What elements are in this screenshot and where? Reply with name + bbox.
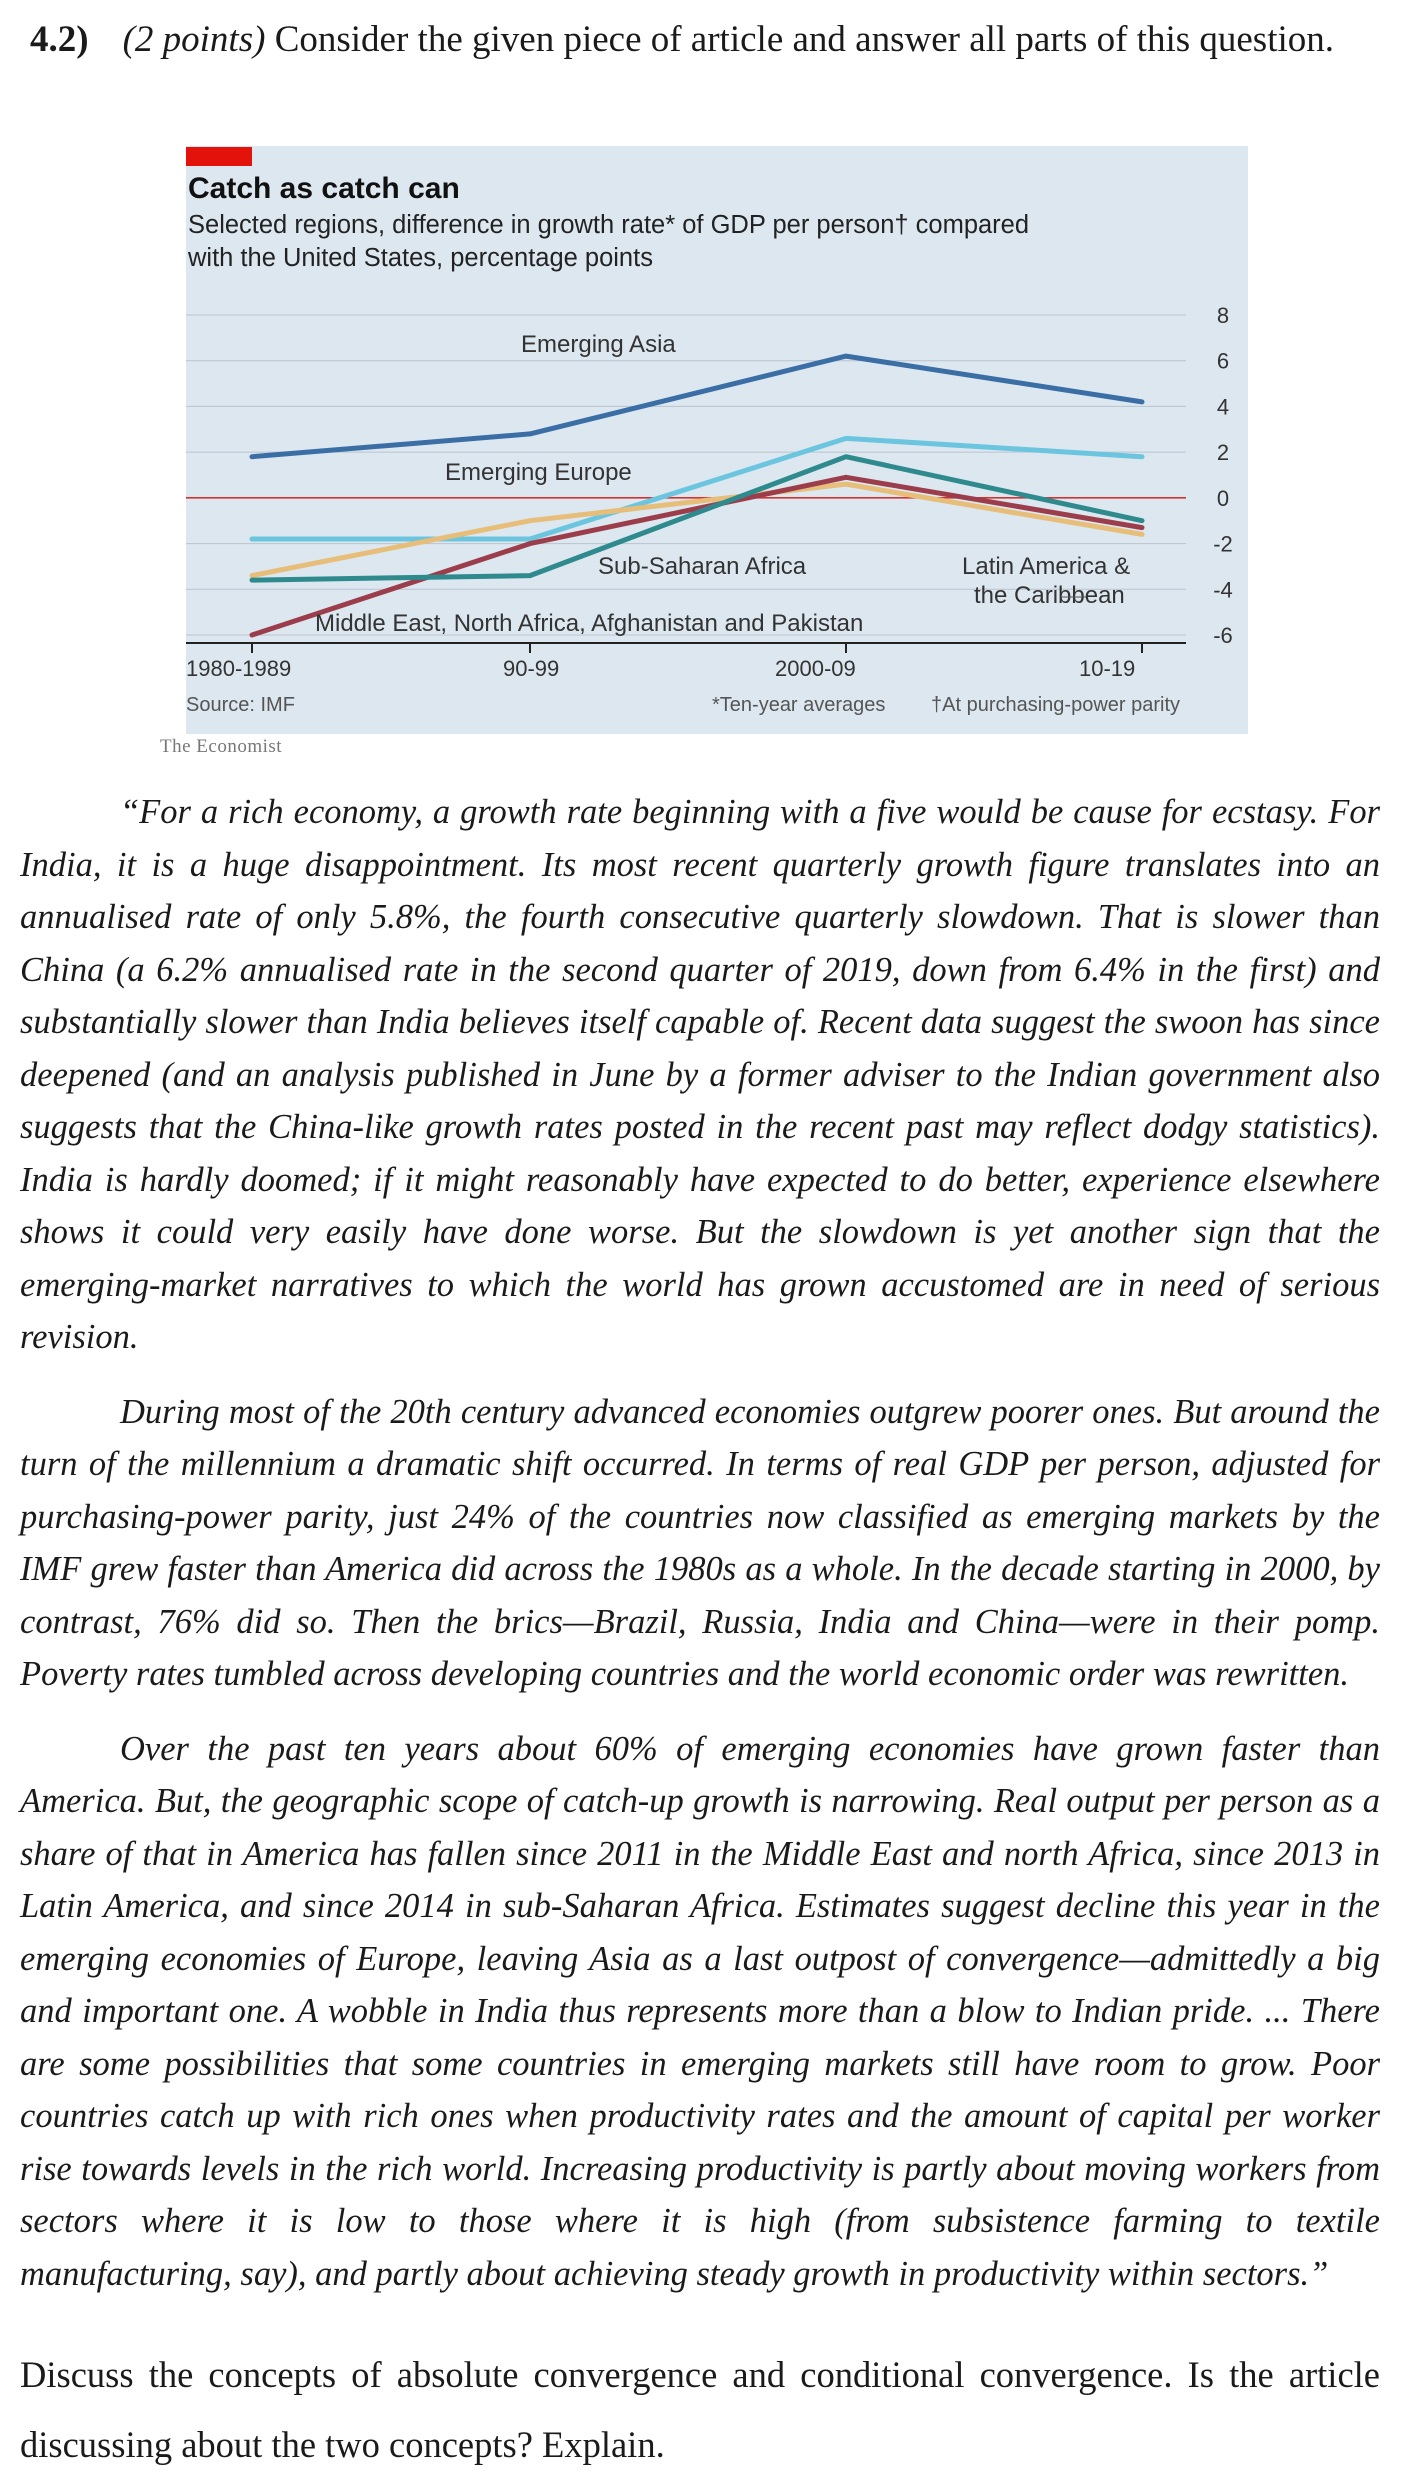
article-excerpt: [20, 786, 1380, 2322]
y-tick-label: 4: [1216, 394, 1230, 420]
x-tick-label-2000s: 2000-09: [775, 656, 856, 681]
economist-chart: [186, 146, 1248, 734]
chart-canvas: [186, 146, 1248, 734]
chart-source: Source: IMF: [186, 694, 295, 716]
y-tick-label: -6: [1213, 623, 1233, 648]
x-tick-label-90s: 90-99: [503, 656, 560, 681]
label-latam-line-1: Latin America &: [962, 553, 1131, 580]
y-tick-label: 6: [1216, 348, 1230, 374]
y-tick-label: -2: [1213, 531, 1233, 557]
label-emerging-asia: Emerging Asia: [521, 331, 676, 358]
article-paragraph: During most of the 20th century advanced economies outgrew poorer ones. But around the turn of the millennium a dramatic shift occurred. In terms of real GDP per person, adjusted for purchasing-power parity, just 24% of the countries now classified as emerging markets by the IMF grew faster than America did across the 1980s as a whole. In the decade starting in 2000, by contrast, 76% did so. Then the brics—Brazil, Russia, India and China—were in their pomp. Poverty rates tumbled across developing countries and the world economic order was rewritten.: [20, 1392, 1380, 1693]
discussion-question: Discuss the concepts of absolute convergence and conditional convergence. Is the article discussing about the two concepts? Explain.: [20, 2354, 1380, 2465]
y-tick-label: 0: [1216, 485, 1230, 511]
chart-subtitle-line-1: Selected regions, difference in growth rate* of GDP per person† compared: [188, 211, 1030, 239]
brand-caption: The Economist: [160, 736, 283, 757]
y-tick-label: -4: [1213, 577, 1233, 603]
label-sub-saharan-africa: Sub-Saharan Africa: [598, 553, 807, 580]
question-instruction: Consider the given piece of article and answer all parts of this question.: [274, 19, 1335, 60]
question-points: (2 points): [122, 19, 266, 60]
x-tick-label-1980: 1980-1989: [186, 656, 292, 681]
brand-red-tab: [186, 147, 252, 166]
label-middle-east: Middle East, North Africa, Afghanistan and Pakistan: [315, 610, 864, 637]
label-emerging-europe: Emerging Europe: [445, 459, 632, 486]
footnote-ppp: †At purchasing-power parity: [931, 694, 1181, 716]
y-tick-label: 8: [1216, 303, 1230, 328]
x-tick-label-2010s: 10-19: [1079, 656, 1136, 681]
question-header: [30, 14, 1390, 66]
footnote-ten-year: *Ten-year averages: [712, 694, 886, 716]
y-tick-label: 2: [1216, 440, 1230, 466]
label-latam-line-2: the Caribbean: [974, 582, 1125, 609]
article-paragraph: “For a rich economy, a growth rate beginning with a five would be cause for ecstasy. For India, it is a huge disappointment. Its most recent quarterly growth figure translates into an annualised rate of only 5.8%, the fourth consecutive quarterly slowdown. That is slower than China (a 6.2% annualised rate in the second quarter of 2019, down from 6.4% in the first) and substantially slower than India believes itself capable of. Recent data suggest the swoon has since deepened (and an analysis published in June by a former adviser to the Indian government also suggests that the China-like growth rates posted in the recent past may reflect dodgy statistics). India is hardly doomed; if it might reasonably have expected to do better, experience elsewhere shows it could very easily have done worse. But the slowdown is yet another sign that the emerging-market narratives to which the world has grown accustomed are in need of serious revision.: [20, 793, 1380, 1356]
chart-title: Catch as catch can: [188, 172, 460, 205]
article-paragraph: Over the past ten years about 60% of emerging economies have grown faster than America. But, the geographic scope of catch-up growth is narrowing. Real output per person as a share of that in America has fallen since 2011 in the Middle East and north Africa, since 2013 in Latin America, and since 2014 in sub-Saharan Africa. Estimates suggest decline this year in the emerging economies of Europe, leaving Asia as a last outpost of convergence—admittedly a big and important one. A wobble in India thus represents more than a blow to Indian pride. ... There are some possibilities that some countries in emerging markets still have room to grow. Poor countries catch up with rich ones when productivity rates and the amount of capital per worker rise towards levels in the rich world. Increasing productivity is partly about moving workers from sectors where it is low to those where it is high (from subsistence farming to textile manufacturing, say), and partly about achieving steady growth in productivity within sectors.”: [20, 1729, 1380, 2293]
question-number: 4.2): [30, 19, 89, 60]
chart-subtitle-line-2: with the United States, percentage points: [188, 244, 653, 272]
